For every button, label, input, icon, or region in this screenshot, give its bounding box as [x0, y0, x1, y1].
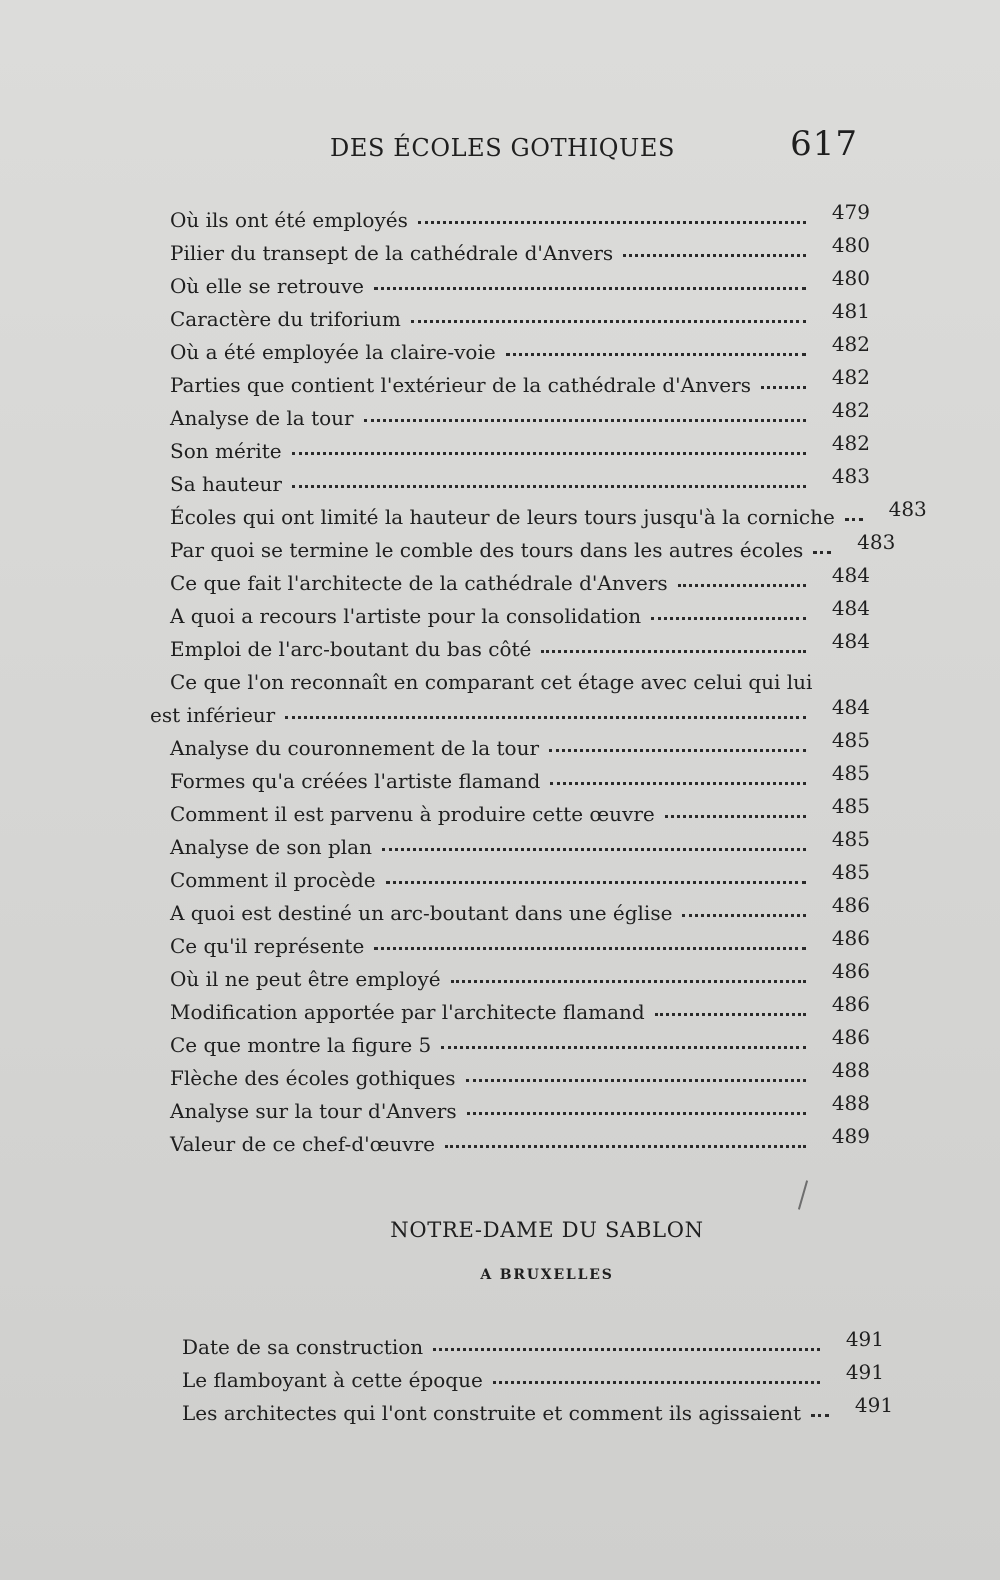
running-title: DES ÉCOLES GOTHIQUES — [330, 134, 676, 162]
toc-entry-label: Analyse du couronnement de la tour — [170, 736, 540, 760]
toc-entry-label: Pilier du transept de la cathédrale d'Anvers — [170, 241, 614, 265]
toc-entry-page: 485 — [831, 827, 870, 851]
dot-leader — [466, 1079, 806, 1082]
toc-entry-page: 482 — [831, 398, 870, 422]
dot-leader — [550, 782, 806, 785]
dot-leader — [386, 881, 806, 884]
toc-entry-page: 483 — [857, 530, 896, 554]
toc-entry — [150, 693, 870, 726]
dot-leader — [813, 551, 831, 554]
toc-entry — [182, 1358, 884, 1391]
toc-entry-page: 486 — [831, 893, 870, 917]
section-heading — [150, 1218, 870, 1283]
toc-entry — [182, 1391, 894, 1425]
table-of-contents — [150, 198, 927, 1156]
toc-entry — [150, 792, 870, 825]
dot-leader — [549, 749, 806, 752]
toc-entry — [150, 528, 896, 562]
toc-entry-page: 482 — [831, 365, 870, 389]
toc-entry-label: Flèche des écoles gothiques — [170, 1066, 456, 1090]
toc-entry — [150, 1056, 870, 1089]
dot-leader — [811, 1414, 829, 1417]
toc-entry-label: Emploi de l'arc-boutant du bas côté — [170, 637, 532, 661]
dot-leader — [467, 1112, 806, 1115]
toc-entry-page: 486 — [831, 1025, 870, 1049]
toc-entry-page: 485 — [831, 761, 870, 785]
dot-leader — [418, 221, 806, 224]
toc-entry-label: Comment il procède — [170, 868, 376, 892]
dot-leader — [493, 1381, 820, 1384]
toc-entry-label: Ce qu'il représente — [170, 934, 365, 958]
toc-entry — [150, 231, 870, 264]
toc-entry-page: 486 — [831, 992, 870, 1016]
dot-leader — [541, 650, 806, 653]
dot-leader — [441, 1046, 806, 1049]
dot-leader — [665, 815, 806, 818]
toc-entry-page: 485 — [831, 860, 870, 884]
page-number: 617 — [790, 124, 858, 164]
toc-entry — [150, 297, 870, 330]
toc-entry-page: 491 — [854, 1393, 894, 1417]
dot-leader — [433, 1348, 820, 1351]
dot-leader — [506, 353, 806, 356]
dot-leader — [364, 419, 806, 422]
toc-entry-label: Analyse de la tour — [170, 406, 354, 430]
toc-entry-page: 484 — [831, 629, 870, 653]
toc-entry — [150, 891, 870, 924]
toc-entry-page: 489 — [831, 1124, 870, 1148]
dot-leader — [845, 518, 863, 521]
toc-entry-label: Où il ne peut être employé — [170, 967, 441, 991]
dot-leader — [382, 848, 806, 851]
toc-entry — [150, 495, 927, 529]
toc-entry-label: Caractère du triforium — [170, 307, 401, 331]
toc-entry — [150, 1122, 870, 1155]
toc-entry-label: Le flamboyant à cette époque — [182, 1368, 483, 1392]
toc-entry — [150, 1023, 870, 1056]
toc-entry-label: Sa hauteur — [170, 472, 282, 496]
toc-entry-label: Parties que contient l'extérieur de la cathédrale d'Anvers — [170, 373, 751, 397]
toc-entry-label: Écoles qui ont limité la hauteur de leurs tours jusqu'à la corniche — [170, 505, 835, 529]
toc-entry-page: 488 — [831, 1091, 870, 1115]
toc-entry-label: Analyse de son plan — [170, 835, 372, 859]
toc-entry — [150, 660, 870, 693]
toc-entry — [150, 594, 870, 627]
pencil-mark — [798, 1180, 808, 1209]
toc-entry — [150, 627, 870, 660]
toc-entry-label: Formes qu'a créées l'artiste flamand — [170, 769, 541, 793]
toc-entry-label: Ce que l'on reconnaît en comparant cet étage avec celui qui lui — [170, 670, 813, 694]
dot-leader — [292, 452, 806, 455]
toc-entry-label: A quoi est destiné un arc-boutant dans une église — [170, 901, 673, 925]
toc-entry-page: 488 — [831, 1058, 870, 1082]
dot-leader — [451, 980, 806, 983]
toc-entry — [150, 429, 870, 462]
toc-entry-page: 482 — [831, 332, 870, 356]
toc-entry-label: Où ils ont été employés — [170, 208, 408, 232]
toc-entry-page: 483 — [831, 464, 870, 488]
toc-entry — [150, 726, 870, 759]
toc-entry-label: Date de sa construction — [182, 1335, 424, 1359]
section-contents — [182, 1325, 894, 1425]
section-subtitle: A BRUXELLES — [480, 1267, 614, 1283]
toc-entry — [150, 858, 870, 891]
toc-entry-label: Modification apportée par l'architecte flamand — [170, 1000, 645, 1024]
dot-leader — [292, 485, 806, 488]
dot-leader — [374, 287, 806, 290]
toc-entry — [150, 990, 870, 1023]
toc-entry-label: Analyse sur la tour d'Anvers — [170, 1099, 457, 1123]
dot-leader — [682, 914, 806, 917]
toc-entry-label: Comment il est parvenu à produire cette œuvre — [170, 802, 655, 826]
toc-entry — [150, 363, 870, 396]
toc-entry-label: Ce que montre la figure 5 — [170, 1033, 432, 1057]
toc-entry-page: 484 — [831, 596, 870, 620]
toc-entry-label: est inférieur — [150, 703, 276, 727]
section-title: NOTRE-DAME DU SABLON — [390, 1218, 704, 1242]
running-head — [150, 124, 870, 164]
toc-entry-page: 486 — [831, 926, 870, 950]
toc-entry — [150, 825, 870, 858]
toc-entry-page: 483 — [888, 497, 927, 521]
toc-entry-label: Valeur de ce chef-d'œuvre — [170, 1132, 435, 1156]
toc-entry-page: 491 — [845, 1327, 884, 1351]
toc-entry-page: 484 — [831, 563, 870, 587]
dot-leader — [374, 947, 806, 950]
toc-entry-page: 486 — [831, 959, 870, 983]
dot-leader — [678, 584, 806, 587]
toc-entry-label: Les architectes qui l'ont construite et comment ils agissaient — [182, 1401, 802, 1425]
dot-leader — [623, 254, 806, 257]
dot-leader — [651, 617, 806, 620]
toc-entry — [150, 330, 870, 363]
toc-entry — [150, 1089, 870, 1122]
toc-entry — [150, 462, 870, 495]
dot-leader — [285, 716, 806, 719]
toc-entry-label: A quoi a recours l'artiste pour la consolidation — [170, 604, 642, 628]
dot-leader — [445, 1145, 806, 1148]
toc-entry-page: 485 — [831, 794, 870, 818]
toc-entry-label: Ce que fait l'architecte de la cathédrale d'Anvers — [170, 571, 668, 595]
toc-entry-label: Son mérite — [170, 439, 282, 463]
toc-entry — [150, 924, 870, 957]
toc-entry — [150, 957, 870, 990]
toc-entry-label: Où a été employée la claire-voie — [170, 340, 496, 364]
dot-leader — [761, 386, 806, 389]
toc-entry-label: Par quoi se termine le comble des tours dans les autres écoles — [170, 538, 804, 562]
dot-leader — [655, 1013, 806, 1016]
toc-entry — [150, 396, 870, 429]
toc-entry — [182, 1325, 884, 1358]
toc-entry-page: 485 — [831, 728, 870, 752]
toc-entry-page: 480 — [831, 266, 870, 290]
toc-entry — [150, 198, 870, 231]
toc-entry-page: 484 — [831, 695, 870, 719]
dot-leader — [411, 320, 806, 323]
toc-entry-page: 491 — [845, 1360, 884, 1384]
toc-entry — [150, 264, 870, 297]
toc-entry-page: 482 — [831, 431, 870, 455]
toc-entry — [150, 759, 870, 792]
toc-entry-page: 481 — [831, 299, 870, 323]
toc-entry-label: Où elle se retrouve — [170, 274, 364, 298]
toc-entry-page: 479 — [831, 200, 870, 224]
toc-entry-page: 480 — [831, 233, 870, 257]
toc-entry — [150, 561, 870, 594]
